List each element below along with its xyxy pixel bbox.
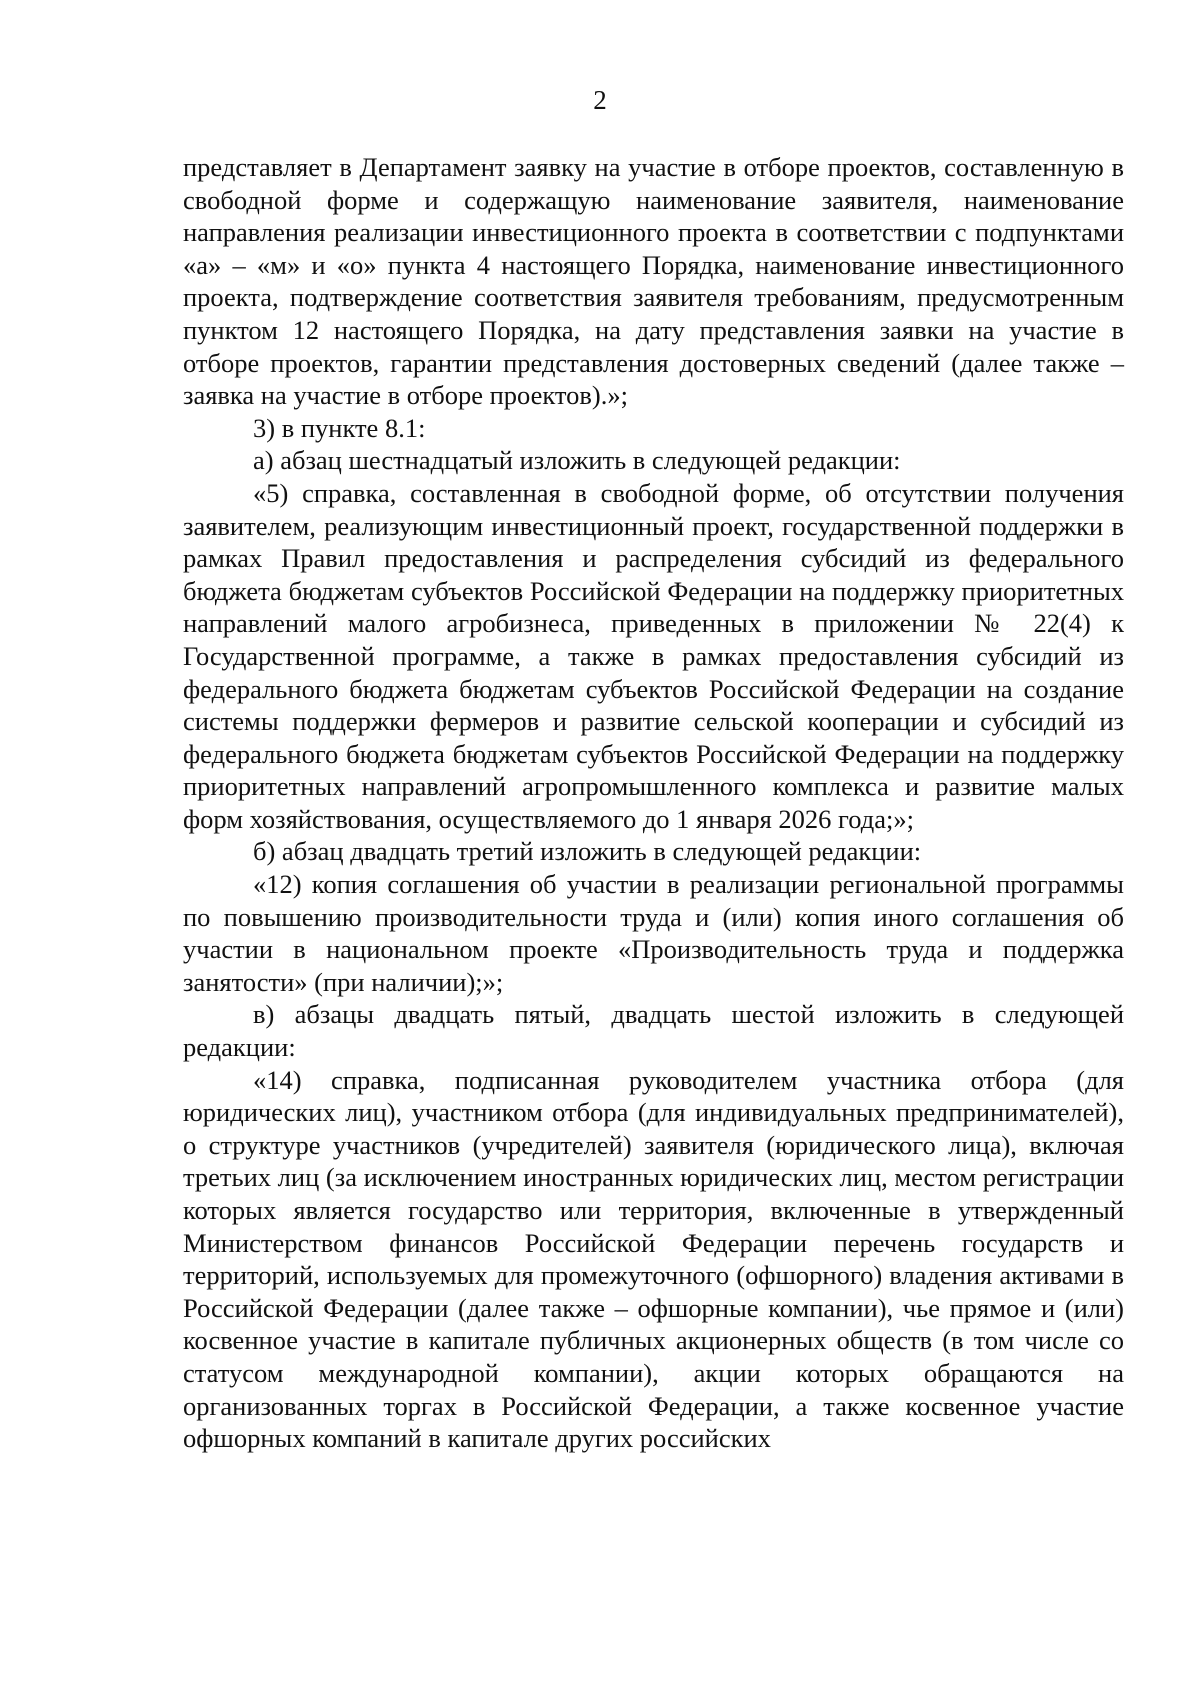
paragraph-subitem-v: в) абзацы двадцать пятый, двадцать шестой изложить в следующей редакции: (183, 999, 1124, 1063)
paragraph-clause-12: «12) копия соглашения об участии в реализации региональной программы по повышению производительности труда и (или) копия иного соглашения об участии в национальном проекте «Производительность труда и поддержка занятости» (при наличии);»; (183, 869, 1124, 997)
document-body (183, 151, 1124, 1455)
paragraph-clause-5: «5) справка, составленная в свободной форме, об отсутствии получения заявителем, реализующим инвестиционный проект, государственной поддержки в рамках Правил предоставления и распределения субсидий из федерального бюджета бюджетам субъектов Российской Федерации на поддержку приоритетных направлений малого агробизнеса, приведенных в приложении № 22(4) к Государственной программе, а также в рамках предоставления субсидий из федерального бюджета бюджетам субъектов Российской Федерации на создание системы поддержки фермеров и развитие сельской кооперации и субсидий из федерального бюджета бюджетам субъектов Российской Федерации на поддержку приоритетных направлений агропромышленного комплекса и развитие малых форм хозяйствования, осуществляемого до 1 января 2026 года;»; (183, 477, 1124, 834)
paragraph-clause-14: «14) справка, подписанная руководителем участника отбора (для юридических лиц), участником отбора (для индивидуальных предпринимателей), о структуре участников (учредителей) заявителя (юридического лица), включая третьих лиц (за исключением иностранных юридических лиц, местом регистрации которых является государство или территория, включенные в утвержденный Министерством финансов Российской Федерации перечень государств и территорий, используемых для промежуточного (офшорного) владения активами в Российской Федерации (далее также – офшорные компании), чье прямое и (или) косвенное участие в капитале публичных акционерных обществ (в том числе со статусом международной компании), акции которых обращаются на организованных торгах в Российской Федерации, а также косвенное участие офшорных компаний в капитале других российских (183, 1064, 1124, 1454)
paragraph-application-description: представляет в Департамент заявку на участие в отборе проектов, составленную в свободной форме и содержащую наименование заявителя, наименование направления реализации инвестиционного проекта в соответствии с подпунктами «а» – «м» и «о» пункта 4 настоящего Порядка, наименование инвестиционного проекта, подтверждение соответствия заявителя требованиям, предусмотренным пунктом 12 настоящего Порядка, на дату представления заявки на участие в отборе проектов, гарантии представления достоверных сведений (далее также – заявка на участие в отборе проектов).»; (183, 152, 1124, 411)
paragraph-subitem-a: а) абзац шестнадцатый изложить в следующей редакции: (253, 445, 901, 476)
paragraph-item-3: 3) в пункте 8.1: (253, 412, 426, 443)
page-number: 2 (593, 85, 607, 115)
paragraph-subitem-b: б) абзац двадцать третий изложить в следующей редакции: (253, 836, 922, 867)
